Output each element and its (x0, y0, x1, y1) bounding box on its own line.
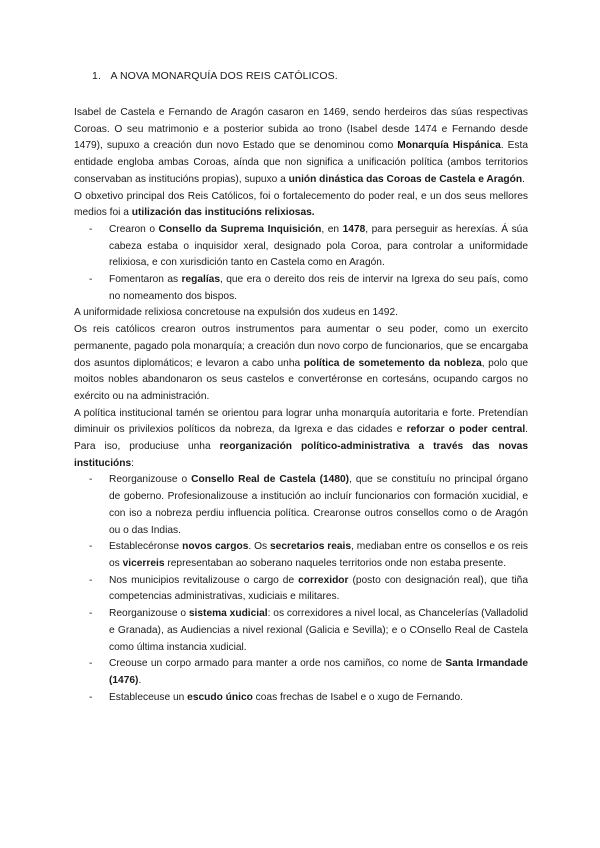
new-institutions-list (74, 472, 528, 706)
bold-term: reorganización político-administrativa a través das novas institucións (74, 441, 528, 469)
bold-term: Monarquía Hispánica (397, 140, 501, 152)
bold-term: reforzar o poder central (406, 424, 526, 436)
text-run: Fomentaron as (109, 274, 182, 286)
text-run: : os correxidores a nivel local, as Chancelerías (Valladolid e Granada), as Audiencias a nivel rexional (Galicia e Sevilla); e o COnsello Real de Castela como última instancia xudicial. (109, 608, 528, 653)
bold-term: regalías (181, 274, 220, 286)
text-run: , que era o dereito dos reis de intervir na Igrexa do seu país, como no nomeamento dos bispos. (109, 274, 528, 302)
bold-term: utilización das institucións relixiosas. (131, 207, 315, 219)
section-heading (92, 70, 528, 82)
text-run: : (131, 457, 135, 469)
text-run: representaban ao soberano naqueles territorios onde non estaba presente. (164, 557, 507, 569)
paragraph-institutional-policy (74, 406, 528, 473)
bold-term: Santa Irmandade (1476) (109, 658, 529, 686)
list-item (109, 539, 528, 572)
paragraph-intro (74, 105, 528, 189)
list-item (109, 222, 528, 272)
bold-term: política de sometemento da nobleza (303, 357, 482, 369)
paragraph-instruments (74, 322, 528, 406)
bold-term: vicerreis (122, 557, 165, 569)
text-run: , polo que moitos nobles abandonaron os seus castelos e convertéronse en cortesáns, ocupando cargos no exército ou na administración. (74, 357, 529, 402)
list-item (109, 690, 528, 707)
section-number: 1. (92, 70, 101, 82)
text-run: (posto con designación real), que tiña competencias administrativas, xudiciais e militares. (109, 574, 528, 603)
text-run: Os reis católicos crearon outros instrumentos para aumentar o seu poder, como un exercito permanente, pagado pola monarquía; a creación dun novo corpo de funcionarios, que se encargaba dos asuntos diplomáticos; e levaron a cabo unha (74, 324, 528, 369)
text-run: . Para iso, produciuse unha (74, 424, 529, 453)
list-item (109, 656, 528, 689)
document-page (74, 70, 528, 706)
text-run: coas frechas de Isabel e o xugo de Fernando. (252, 691, 463, 703)
text-run: Reorganizouse o (109, 608, 189, 620)
text-run: Isabel de Castela e Fernando de Aragón casaron en 1469, sendo herdeiros das súas respectivas Coroas. O seu matrimonio e a posterior subida ao trono (Isabel desde 1474 e Fernando desde 1479), supuxo a creación dun novo Estado que se denominou como (74, 107, 528, 152)
text-run: . Esta entidade engloba ambas Coroas, aínda que non significa a unificación política (ambos territorios conservaban as institucións propias), supuxo a (74, 140, 529, 185)
text-run: A política institucional tamén se orientou para lograr unha monarquía autoritaria e forte. Pretendían diminuir os privilexios políticos da nobreza, da Igrexa e das cidades e (74, 407, 528, 436)
text-run: . Os (248, 541, 270, 553)
bold-term: escudo único (187, 691, 253, 703)
text-run: A uniformidade relixiosa concretouse na expulsión dos xudeus en 1492. (74, 307, 398, 319)
bold-term: novos cargos (182, 541, 249, 553)
paragraph-expulsion (74, 305, 528, 322)
bold-term: 1478 (342, 223, 366, 235)
bold-term: Consello da Suprema Inquisición (158, 223, 322, 235)
text-run: Creouse un corpo armado para manter a orde nos camiños, co nome de (109, 658, 446, 670)
list-item (109, 606, 528, 656)
text-run: . (138, 674, 142, 686)
text-run: Reorganizouse o (109, 474, 192, 486)
religious-institutions-list (74, 222, 528, 306)
paragraph-objective (74, 189, 528, 222)
text-run: . (522, 173, 525, 185)
bold-term: sistema xudicial (188, 608, 268, 620)
list-item (109, 573, 528, 606)
list-item (109, 472, 528, 539)
bold-term: correxidor (298, 574, 349, 586)
text-run: , mediaban entre os consellos e os reis os (109, 541, 528, 569)
text-run: Crearon o (109, 223, 159, 235)
text-run: Establecéronse (109, 541, 183, 553)
section-title: A NOVA MONARQUÍA DOS REIS CATÓLICOS. (110, 70, 338, 82)
bold-term: Consello Real de Castela (1480) (191, 474, 350, 486)
bold-term: secretarios reais (269, 541, 352, 553)
text-run: , que se constituíu no principal órgano de goberno. Profesionalizouse a institución ao incluír funcionarios con formación xucidial, e con iso a nobreza perdiu influencia política. Crearonse outros consellos como o de Aragón ou o das Indias. (109, 474, 528, 536)
text-run: O obxetivo principal dos Reis Católicos, foi o fortalecemento do poder real, e un dos seus mellores medios foi a (74, 190, 528, 219)
bold-term: unión dinástica das Coroas de Castela e Aragón (288, 173, 523, 185)
text-run: , para perseguir as herexías. Á súa cabeza estaba o inquisidor xeral, designado pola Coroa, para controlar a uniformidade relixiosa, e con xurisdición tanto en Castela como en Aragón. (109, 223, 529, 269)
text-run: , en (321, 223, 343, 235)
list-item (109, 272, 528, 305)
text-run: Estableceuse un (109, 691, 188, 703)
text-run: Nos municipios revitalizouse o cargo de (109, 574, 299, 586)
